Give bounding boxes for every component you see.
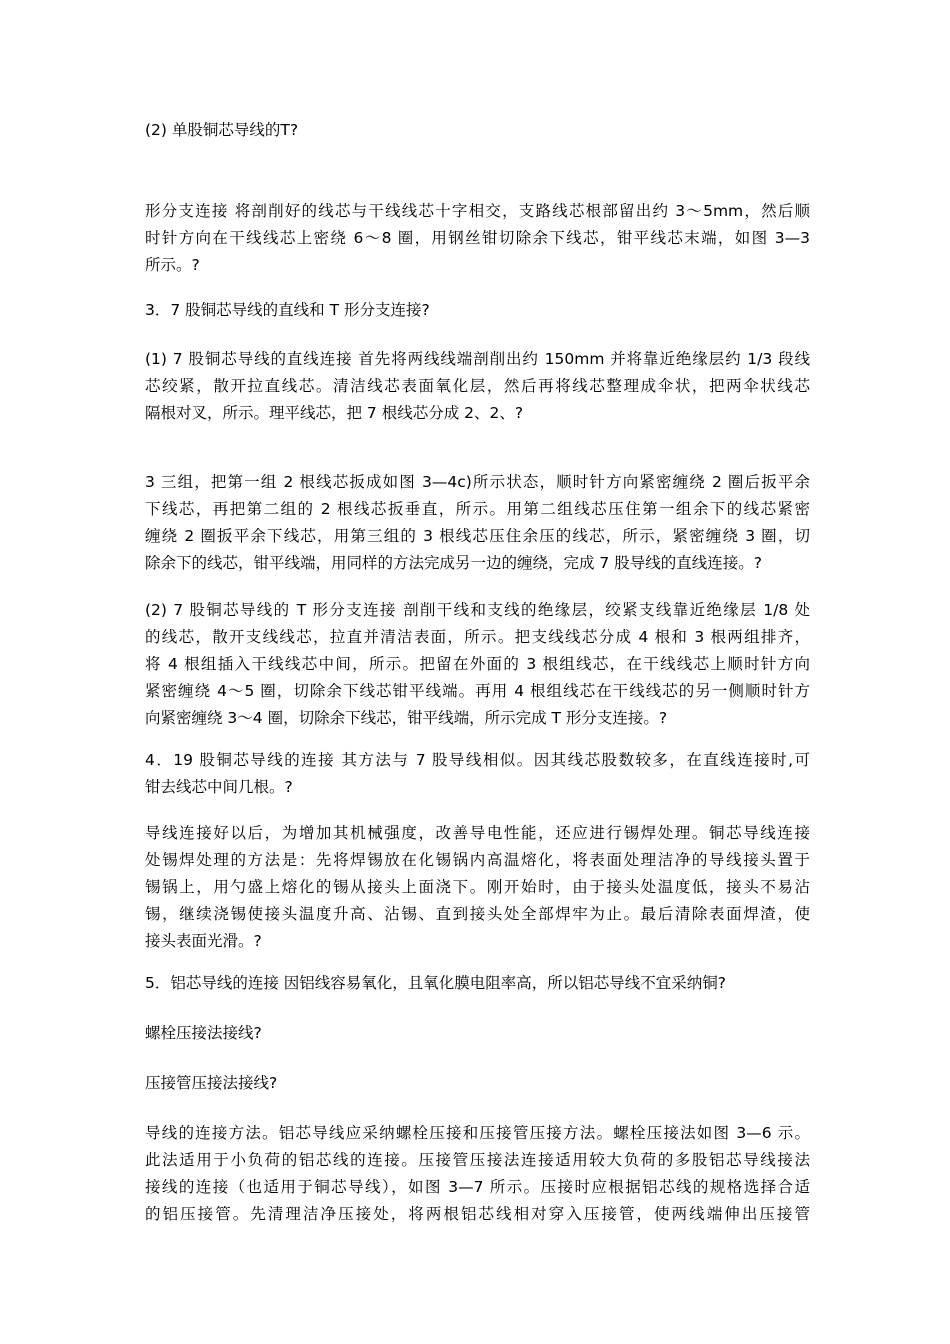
paragraph-7-strand-t-branch <box>145 597 810 732</box>
text-line: 时针方向在干线线芯上密绕 6～8 圈，用钢丝钳切除余下线芯，钳平线芯末端，如图 3—3 <box>145 229 810 247</box>
text-line: 紧密缠绕 4～5 圈，切除余下线芯钳平线端。再用 4 根组线芯在干线线芯的另一侧顺时针方 <box>145 682 810 700</box>
text-line: 导线的连接方法。铝芯导线应采纳螺栓压接和压接管压接方法。螺栓压接法如图 3—6 示。 <box>145 1124 810 1142</box>
paragraph-t-branch <box>145 198 810 279</box>
text-line: 向紧密缠绕 3～4 圈，切除余下线芯，钳平线端，所示完成 T 形分支连接。? <box>145 709 668 727</box>
text-line: 将 4 根组插入干线线芯中间，所示。把留在外面的 3 根组线芯，在干线线芯上顺时针方向 <box>145 655 810 673</box>
text-line: 缠绕 2 圈扳平余下线芯，用第三组的 3 根线芯压住余压的线芯，所示，紧密缠绕 3 圈，切 <box>145 527 810 545</box>
text-line: (1) 7 股铜芯导线的直线连接 首先将两线线端剖削出约 150mm 并将靠近绝缘层约 1/3 段线 <box>145 350 810 368</box>
text-line: 4．19 股铜芯导线的连接 其方法与 7 股导线相似。因其线芯股数较多，在直线连接时,可 <box>145 751 810 769</box>
heading-bolt-crimp <box>145 1020 810 1047</box>
text-line: 锡，继续浇锡使接头温度升高、沾锡、直到接头处全部焊牢为止。最后清除表面焊渣，使 <box>145 905 810 923</box>
section-heading-5 <box>145 970 810 997</box>
text-line: 下线芯，再把第二组的 2 根线芯扳垂直，所示。用第二组线芯压住第一组余下的线芯紧密 <box>145 500 810 518</box>
text-line: 此法适用于小负荷的铝芯线的连接。压接管压接法连接适用较大负荷的多股铝芯导线接法 <box>145 1151 810 1169</box>
text-line: (2) 单股铜芯导线的T? <box>145 121 299 139</box>
section-heading-3 <box>145 297 810 324</box>
paragraph-single-strand-heading <box>145 117 810 144</box>
text-line: 压接管压接法接线? <box>145 1074 278 1092</box>
text-line: 的铝压接管。先清理洁净压接处，将两根铝芯线相对穿入压接管，使两线端伸出压接管 <box>145 1205 810 1223</box>
text-line: 的线芯，散开支线线芯，拉直并清洁表面，所示。把支线线芯分成 4 根和 3 根两组排齐， <box>145 628 810 646</box>
paragraph-aluminum-methods <box>145 1120 810 1228</box>
paragraph-7-strand-straight <box>145 346 810 427</box>
text-line: 接头表面光滑。? <box>145 932 262 950</box>
text-line: 螺栓压接法接线? <box>145 1024 262 1042</box>
text-line: 导线连接好以后，为增加其机械强度，改善导电性能，还应进行锡焊处理。铜芯导线连接 <box>145 824 810 842</box>
text-line: 除余下的线芯，钳平线端，用同样的方法完成另一边的缠绕，完成 7 股导线的直线连接。? <box>145 554 762 572</box>
text-line: 隔根对叉，所示。理平线芯，把 7 根线芯分成 2、2、? <box>145 404 524 422</box>
heading-sleeve-crimp <box>145 1070 810 1097</box>
text-line: 3 三组，把第一组 2 根线芯扳成如图 3—4c)所示状态，顺时针方向紧密缠绕 2 圈后扳平余 <box>145 473 810 491</box>
text-line: (2) 7 股铜芯导线的 T 形分支连接 剖削干线和支线的绝缘层，绞紧支线靠近绝缘层 1/8 处 <box>145 601 810 619</box>
paragraph-soldering <box>145 820 810 955</box>
text-line: 接线的连接（也适用于铜芯导线），如图 3—7 所示。压接时应根据铝芯线的规格选择合适 <box>145 1178 810 1196</box>
text-line: 形分支连接 将剖削好的线芯与干线线芯十字相交，支路线芯根部留出约 3～5mm，然后顺 <box>145 202 810 220</box>
text-line: 5．铝芯导线的连接 因铝线容易氧化，且氧化膜电阻率高，所以铝芯导线不宜采纳铜? <box>145 974 727 992</box>
paragraph-19-strand <box>145 747 810 801</box>
paragraph-three-groups <box>145 469 810 577</box>
text-line: 3．7 股铜芯导线的直线和 T 形分支连接? <box>145 301 430 319</box>
text-line: 所示。? <box>145 256 200 274</box>
text-line: 钳去线芯中间几根。? <box>145 778 293 796</box>
text-line: 处锡焊处理的方法是：先将焊锡放在化锡锅内高温熔化，将表面处理洁净的导线接头置于 <box>145 851 810 869</box>
text-line: 锡锅上，用勺盛上熔化的锡从接头上面浇下。刚开始时，由于接头处温度低，接头不易沾 <box>145 878 810 896</box>
text-line: 芯绞紧，散开拉直线芯。清洁线芯表面氧化层，然后再将线芯整理成伞状，把两伞状线芯 <box>145 377 810 395</box>
